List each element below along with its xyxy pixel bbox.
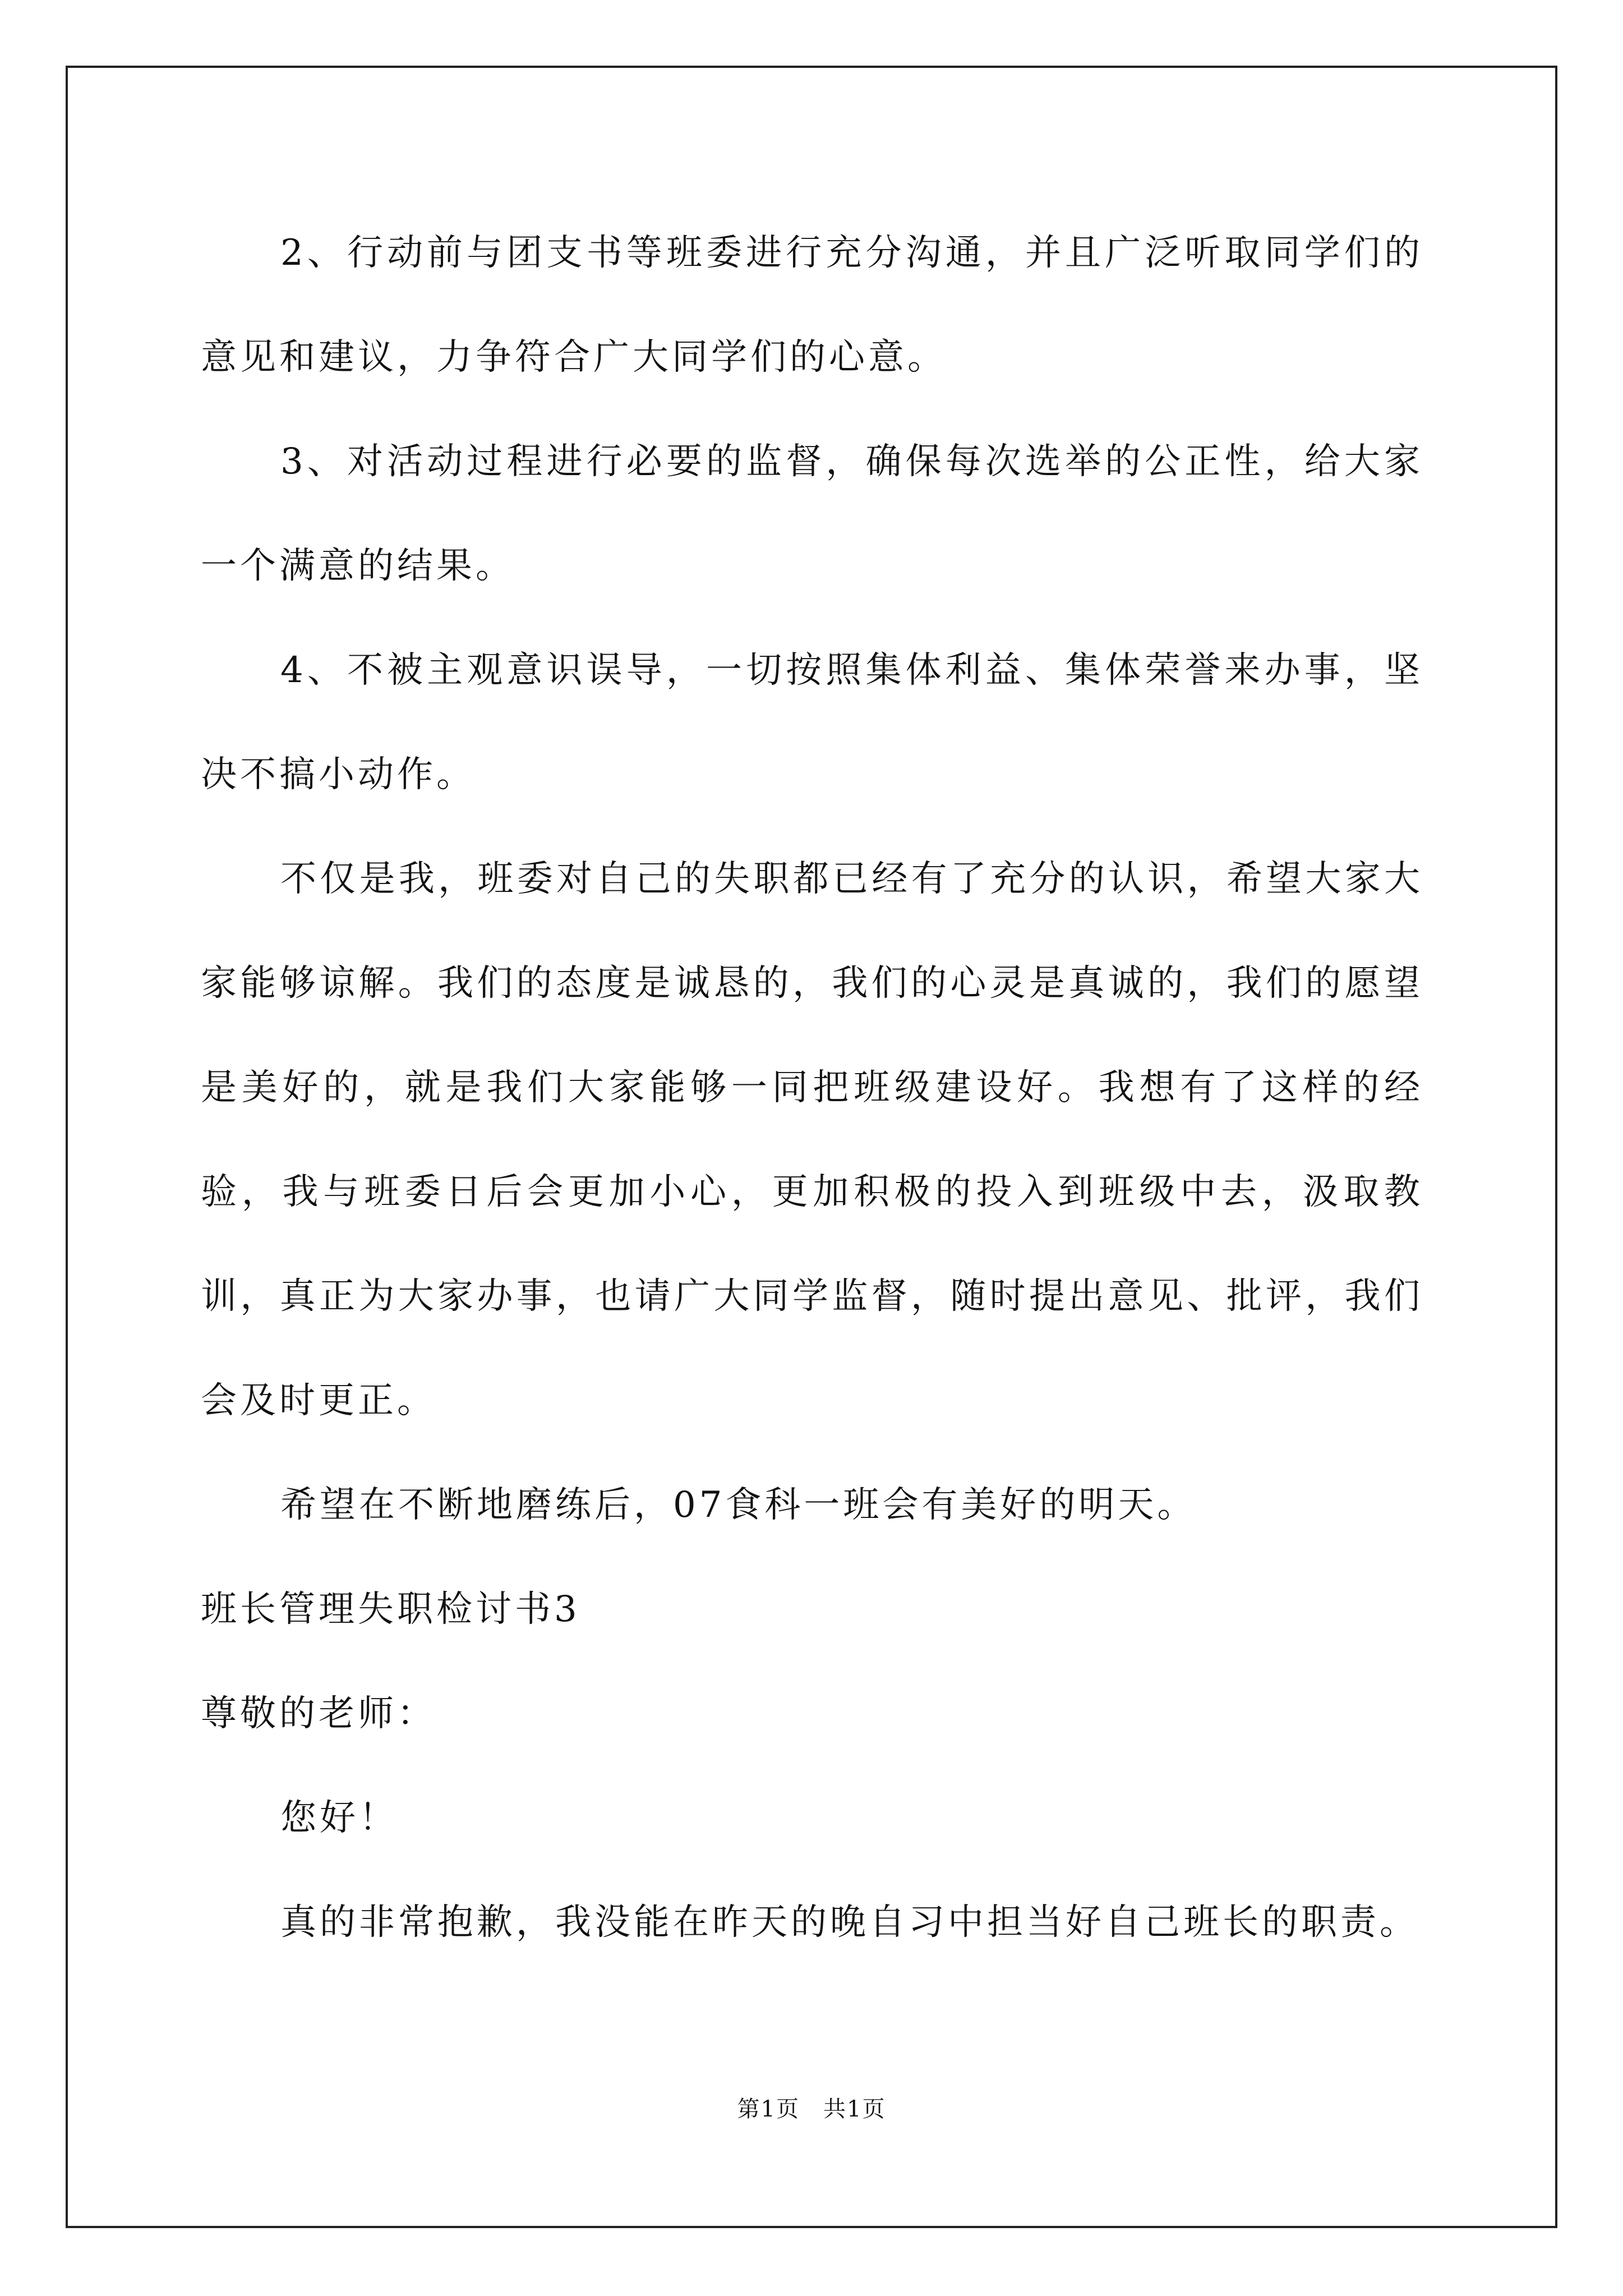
paragraph-closing-wish: 希望在不断地磨练后，07食科一班会有美好的明天。 (280, 1484, 1197, 1526)
section-title: 班长管理失职检讨书3 (201, 1589, 580, 1630)
paragraph-apology: 真的非常抱歉，我没能在昨天的晚自习中担当好自己班长的职责。 (280, 1902, 1419, 1943)
paragraph-item-3: 3、对活动过程进行必要的监督，确保每次选举的公正性，给大家一个满意的结果。 (201, 441, 1423, 587)
greeting: 您好！ (280, 1797, 398, 1839)
paragraph-item-2: 2、行动前与团支书等班委进行充分沟通，并且广泛听取同学们的意见和建议，力争符合广大同学们的心意。 (201, 232, 1423, 378)
paragraph-body: 不仅是我，班委对自己的失职都已经有了充分的认识，希望大家大家能够谅解。我们的态度是诚恳的，我们的心灵是真诚的，我们的愿望是美好的，就是我们大家能够一同把班级建设好。我想有了这样的经验，我与班委日后会更加小心，更加积极的投入到班级中去，汲取教训，真正为大家办事，也请广大同学监督，随时提出意见、批评，我们会及时更正。 (201, 858, 1423, 1421)
salutation: 尊敬的老师： (201, 1693, 436, 1734)
paragraph-item-4: 4、不被主观意识误导，一切按照集体利益、集体荣誉来办事，坚决不搞小动作。 (201, 650, 1423, 795)
page-number-footer: 第1页 共1页 (737, 2096, 886, 2122)
